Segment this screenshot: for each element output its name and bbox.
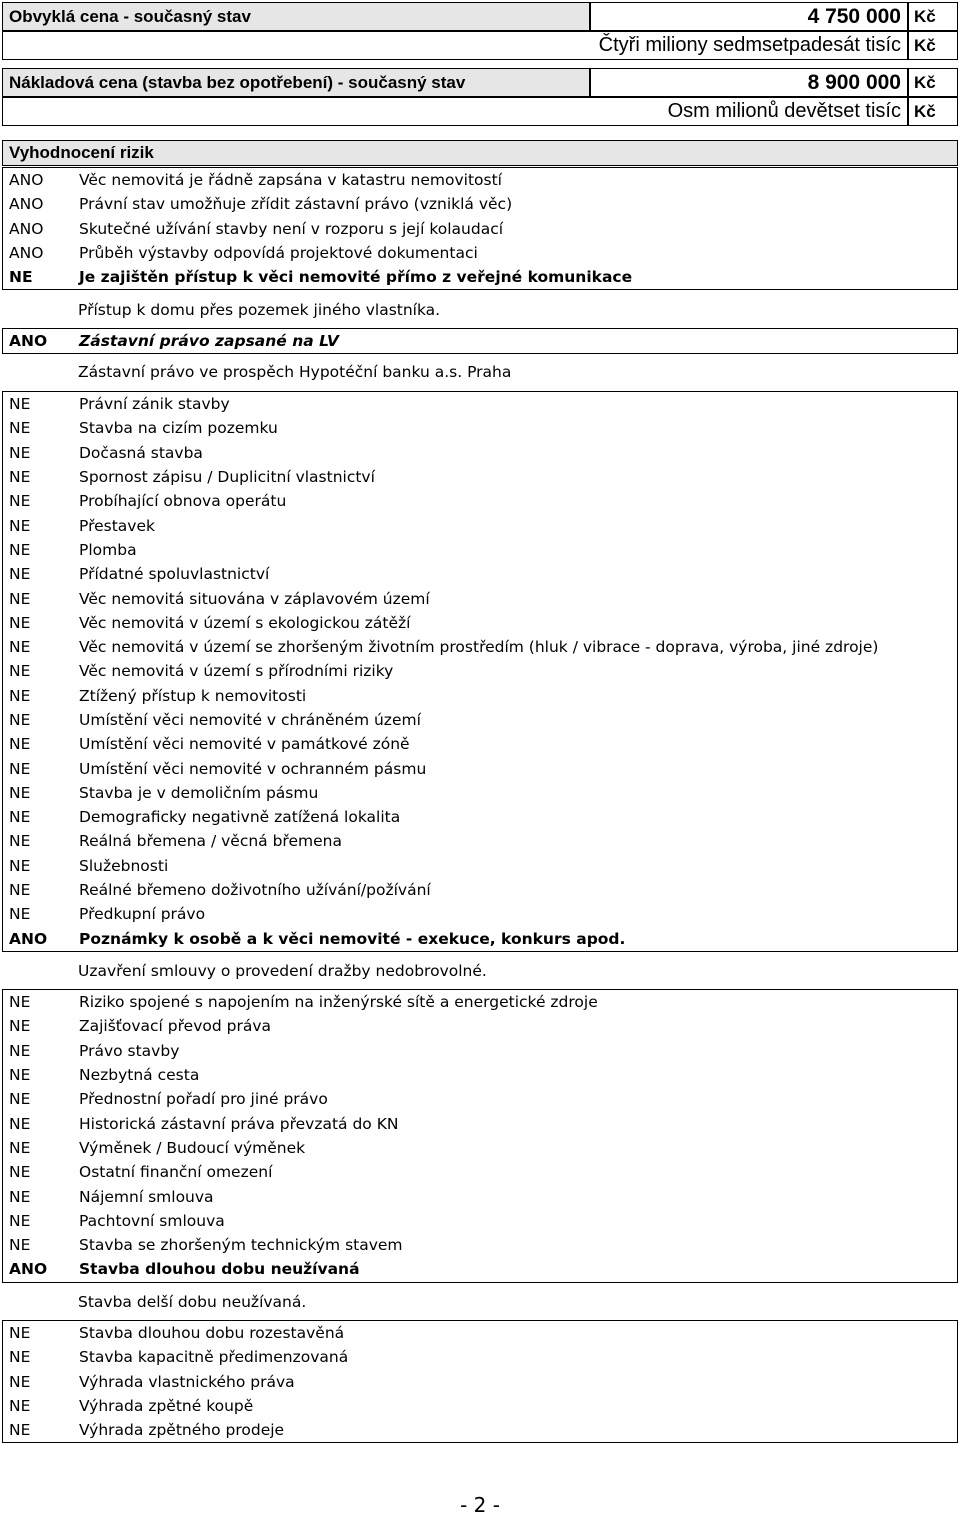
risk-status: NE: [9, 468, 31, 487]
risk-text: Pachtovní smlouva: [79, 1211, 225, 1230]
page-number: - 2 -: [460, 1493, 500, 1517]
market-value-amount: 4 750 000: [590, 2, 908, 31]
risk-text: Plomba: [79, 540, 137, 559]
risk-status: NE: [9, 735, 31, 754]
risk-text: Stavba dlouhou dobu rozestavěná: [79, 1324, 345, 1343]
cost-value-amount: 8 900 000: [590, 68, 908, 97]
risk-row: [3, 878, 957, 902]
risk-row: [3, 441, 957, 465]
risk-row: [3, 1184, 957, 1208]
risk-text: Ztížený přístup k nemovitosti: [79, 686, 307, 705]
risk-status: NE: [9, 881, 31, 900]
risk-text: Skutečné užívání stavby není v rozporu s její kolaudací: [79, 219, 504, 238]
risk-status: NE: [9, 419, 31, 438]
risk-text: Právní zánik stavby: [79, 395, 230, 414]
risk-row: [3, 927, 957, 951]
risk-text: Právo stavby: [79, 1041, 180, 1060]
risk-row: [3, 1233, 957, 1257]
risk-text: Služebnosti: [79, 856, 169, 875]
risk-section-title: Vyhodnocení rizik: [2, 140, 958, 166]
risk-status: ANO: [9, 219, 44, 238]
risk-status: NE: [9, 1236, 31, 1255]
cost-value-label: Nákladová cena (stavba bez opotřebení) - současný stav: [2, 68, 590, 97]
risk-note-1: Přístup k domu přes pozemek jiného vlastníka.: [78, 301, 441, 319]
risk-status: NE: [9, 686, 31, 705]
risk-row: [3, 854, 957, 878]
risk-row: [3, 708, 957, 732]
risk-status: NE: [9, 1187, 31, 1206]
risk-status: NE: [9, 759, 31, 778]
risk-row: [3, 1345, 957, 1369]
risk-note-4: Stavba delší dobu neužívaná.: [78, 1293, 307, 1311]
risk-status: NE: [9, 492, 31, 511]
risk-status: NE: [9, 1066, 31, 1085]
risk-row: [3, 1039, 957, 1063]
risk-row: [3, 1209, 957, 1233]
risk-text: Výhrada zpětné koupě: [79, 1397, 254, 1416]
risk-row: [3, 611, 957, 635]
risk-text: Zástavní právo zapsané na LV: [79, 332, 339, 351]
risk-text: Věc nemovitá situována v záplavovém území: [79, 589, 430, 608]
risk-text: Stavba se zhoršeným technickým stavem: [79, 1236, 403, 1255]
risk-row: [3, 1111, 957, 1135]
risk-status: NE: [9, 1211, 31, 1230]
cost-value-words: Osm milionů devětset tisíc: [2, 97, 908, 126]
risk-text: Přestavek: [79, 516, 155, 535]
risk-block-4: [2, 989, 958, 1283]
risk-status: NE: [9, 783, 31, 802]
risk-text: Nezbytná cesta: [79, 1066, 200, 1085]
risk-text: Umístění věci nemovité v památkové zóně: [79, 735, 410, 754]
risk-status: NE: [9, 1372, 31, 1391]
risk-status: NE: [9, 443, 31, 462]
risk-row: [3, 1136, 957, 1160]
risk-text: Zajišťovací převod práva: [79, 1017, 272, 1036]
risk-text: Věc nemovitá v území se zhoršeným životním prostředím (hluk / vibrace - doprava, výroba, jiné zdroje): [79, 638, 879, 657]
risk-row: [3, 659, 957, 683]
risk-status: NE: [9, 1138, 31, 1157]
risk-text: Stavba dlouhou dobu neužívaná: [79, 1260, 360, 1279]
risk-status: NE: [9, 1324, 31, 1343]
risk-status: ANO: [9, 1260, 48, 1279]
risk-block-3: [2, 391, 958, 952]
risk-status: NE: [9, 856, 31, 875]
risk-text: Výhrada vlastnického práva: [79, 1372, 295, 1391]
market-value-label: Obvyklá cena - současný stav: [2, 2, 590, 31]
risk-row: [3, 1087, 957, 1111]
risk-text: Riziko spojené s napojením na inženýrské sítě a energetické zdroje: [79, 993, 598, 1012]
risk-row: [3, 392, 957, 416]
risk-text: Průběh výstavby odpovídá projektové dokumentaci: [79, 244, 478, 263]
risk-block-1: [2, 167, 958, 290]
risk-status: NE: [9, 1421, 31, 1440]
risk-text: Demograficky negativně zatížená lokalita: [79, 808, 401, 827]
risk-text: Nájemní smlouva: [79, 1187, 214, 1206]
risk-text: Věc nemovitá v území s ekologickou zátěží: [79, 613, 411, 632]
risk-row: [3, 217, 957, 241]
risk-text: Přídatné spoluvlastnictví: [79, 565, 270, 584]
risk-status: NE: [9, 1163, 31, 1182]
risk-row: [3, 489, 957, 513]
risk-text: Reálné břemeno doživotního užívání/požívání: [79, 881, 431, 900]
risk-status: ANO: [9, 171, 44, 190]
risk-text: Stavba kapacitně předimenzovaná: [79, 1348, 349, 1367]
risk-row: [3, 756, 957, 780]
risk-row: [3, 1321, 957, 1345]
market-value-words: Čtyři miliony sedmsetpadesát tisíc: [2, 31, 908, 60]
risk-row: [3, 829, 957, 853]
risk-status: NE: [9, 1114, 31, 1133]
risk-row: [3, 1160, 957, 1184]
risk-row: [3, 1394, 957, 1418]
risk-status: NE: [9, 268, 33, 287]
risk-status: NE: [9, 516, 31, 535]
risk-row: [3, 732, 957, 756]
risk-status: ANO: [9, 195, 44, 214]
risk-status: NE: [9, 1348, 31, 1367]
risk-text: Poznámky k osobě a k věci nemovité - exekuce, konkurs apod.: [79, 929, 626, 948]
risk-status: NE: [9, 638, 31, 657]
risk-text: Je zajištěn přístup k věci nemovité přímo z veřejné komunikace: [79, 268, 633, 287]
risk-row: [3, 265, 957, 289]
risk-status: ANO: [9, 244, 44, 263]
risk-text: Výměnek / Budoucí výměnek: [79, 1138, 306, 1157]
risk-text: Historická zástavní práva převzatá do KN: [79, 1114, 399, 1133]
risk-status: NE: [9, 613, 31, 632]
risk-status: NE: [9, 832, 31, 851]
risk-row: [3, 192, 957, 216]
risk-row: [3, 241, 957, 265]
risk-status: NE: [9, 1090, 31, 1109]
risk-status: ANO: [9, 332, 48, 351]
risk-row: [3, 1418, 957, 1442]
risk-row: [3, 586, 957, 610]
risk-text: Věc nemovitá v území s přírodními riziky: [79, 662, 394, 681]
cost-value-currency: Kč: [908, 68, 958, 97]
risk-text: Stavba je v demoličním pásmu: [79, 783, 319, 802]
risk-status: ANO: [9, 929, 48, 948]
risk-text: Dočasná stavba: [79, 443, 203, 462]
risk-row: [3, 781, 957, 805]
market-value-words-row: [2, 31, 958, 60]
cost-value-row: [2, 68, 958, 97]
risk-text: Výhrada zpětného prodeje: [79, 1421, 285, 1440]
market-value-row: [2, 2, 958, 31]
risk-row: [3, 1014, 957, 1038]
risk-status: NE: [9, 1017, 31, 1036]
risk-row: [3, 329, 957, 353]
risk-row: [3, 1370, 957, 1394]
risk-block-2: [2, 328, 958, 354]
risk-status: NE: [9, 993, 31, 1012]
risk-status: NE: [9, 905, 31, 924]
market-value-currency: Kč: [908, 2, 958, 31]
risk-status: NE: [9, 662, 31, 681]
risk-status: NE: [9, 1397, 31, 1416]
risk-row: [3, 513, 957, 537]
risk-row: [3, 562, 957, 586]
risk-status: NE: [9, 540, 31, 559]
risk-row: [3, 805, 957, 829]
risk-text: Probíhající obnova operátu: [79, 492, 287, 511]
risk-text: Umístění věci nemovité v ochranném pásmu: [79, 759, 427, 778]
market-value-words-currency: Kč: [908, 31, 958, 60]
risk-row: [3, 990, 957, 1014]
risk-status: NE: [9, 395, 31, 414]
risk-note-3: Uzavření smlouvy o provedení dražby nedobrovolné.: [78, 962, 487, 980]
risk-row: [3, 416, 957, 440]
risk-block-5: [2, 1320, 958, 1443]
risk-row: [3, 902, 957, 926]
risk-status: NE: [9, 565, 31, 584]
risk-row: [3, 684, 957, 708]
risk-text: Právní stav umožňuje zřídit zástavní právo (vzniklá věc): [79, 195, 513, 214]
cost-value-words-row: [2, 97, 958, 126]
risk-text: Ostatní finanční omezení: [79, 1163, 273, 1182]
risk-row: [3, 1257, 957, 1281]
risk-row: [3, 465, 957, 489]
risk-status: NE: [9, 1041, 31, 1060]
risk-row: [3, 168, 957, 192]
risk-text: Umístění věci nemovité v chráněném území: [79, 711, 421, 729]
risk-status: NE: [9, 711, 31, 729]
risk-text: Věc nemovitá je řádně zapsána v katastru nemovitostí: [79, 171, 502, 190]
risk-text: Reálná břemena / věcná břemena: [79, 832, 342, 851]
risk-row: [3, 635, 957, 659]
cost-value-words-currency: Kč: [908, 97, 958, 126]
risk-note-2: Zástavní právo ve prospěch Hypotéční banku a.s. Praha: [78, 363, 512, 381]
risk-text: Přednostní pořadí pro jiné právo: [79, 1090, 328, 1109]
risk-row: [3, 1063, 957, 1087]
risk-status: NE: [9, 589, 31, 608]
risk-text: Předkupní právo: [79, 905, 206, 924]
risk-row: [3, 538, 957, 562]
risk-text: Stavba na cizím pozemku: [79, 419, 278, 438]
risk-text: Spornost zápisu / Duplicitní vlastnictví: [79, 468, 375, 487]
risk-status: NE: [9, 808, 31, 827]
